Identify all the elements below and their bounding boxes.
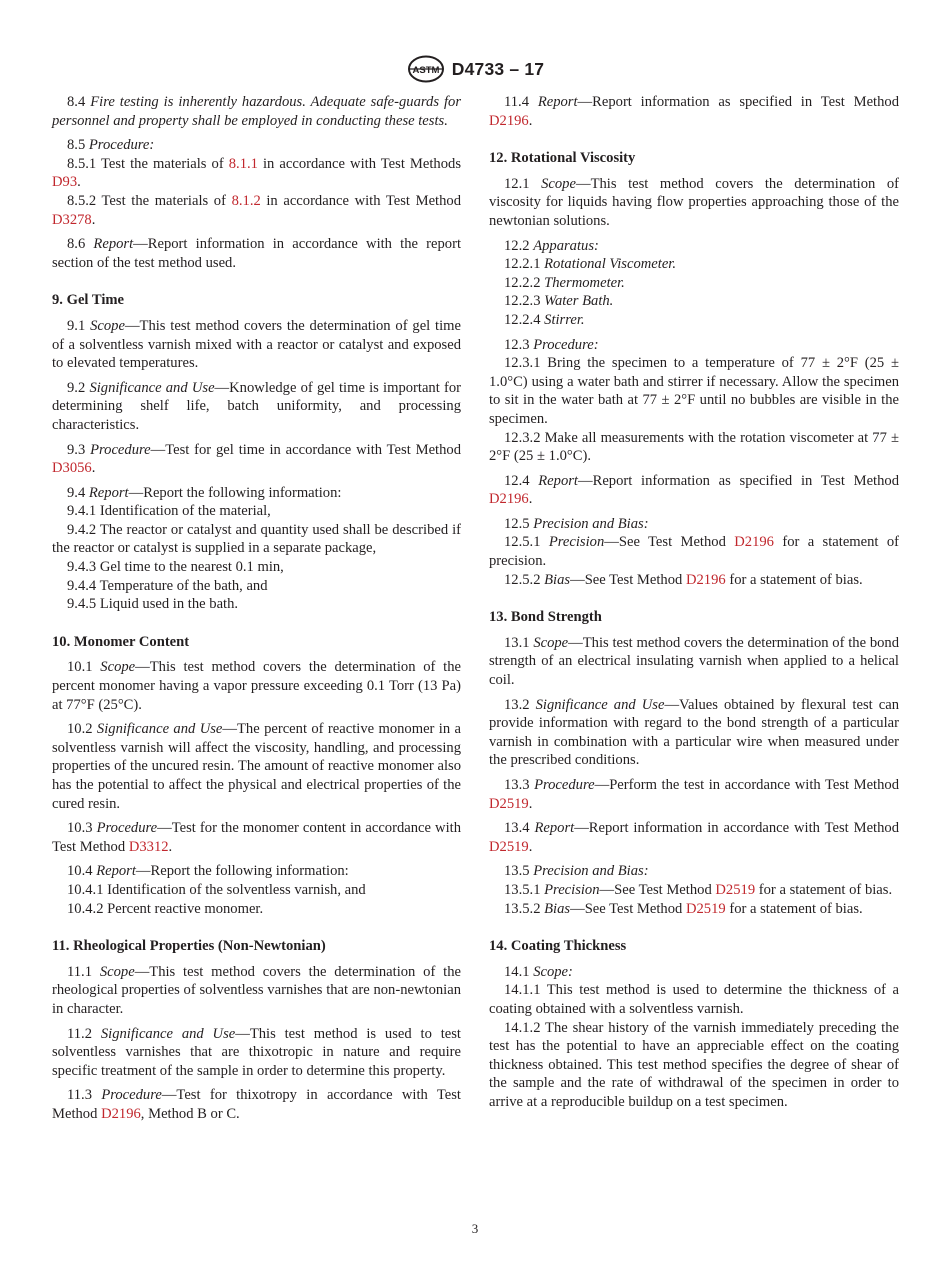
section-heading-10: 10. Monomer Content [52,633,190,650]
link-8-1-1[interactable]: 8.1.1 [228,155,258,172]
para-9-2: 9.2 Significance and Use—Knowledge of gel time is important for determining shelf life, batch uniformity, and processing characteristics. [52,379,461,433]
para-8-5: 8.5 Procedure: [67,137,155,154]
para-12-2: 12.2 Apparatus: [504,237,599,254]
section-heading-14: 14. Coating Thickness [489,938,627,955]
para-9-4-4: 9.4.4 Temperature of the bath, and [67,577,268,594]
para-14-1-2: 14.1.2 The shear history of the varnish immediately preceding the test has the potential to have an appreciable effect on the coating thickness obtained. This test method specifies the degree of shear of the sample and the rate of withdrawal of the specimen in order to arrive at a reproducible buildup on a test specimen. [489,1019,899,1110]
para-9-4-5: 9.4.5 Liquid used in the bath. [67,596,239,613]
para-11-1: 11.1 Scope—This test method covers the determination of the rheological properties of solventless varnishes that are non-newtonian in character. [52,963,461,1017]
para-13-5-1: 13.5.1 Precision—See Test Method D2519 for a statement of bias. [504,881,893,898]
para-12-2-2: 12.2.2 Thermometer. [504,274,625,291]
para-12-2-3: 12.2.3 Water Bath. [504,293,614,310]
para-9-4-3: 9.4.3 Gel time to the nearest 0.1 min, [67,559,284,576]
para-14-1-1: 14.1.1 This test method is used to determine the thickness of a coating obtained with a solventless varnish. [489,982,899,1017]
para-11-4: 11.4 Report—Report information as specified in Test Method D2196. [489,94,899,129]
link-d2519[interactable]: D2519 [685,900,726,917]
left-column [52,93,461,1124]
link-d2196[interactable]: D2196 [489,491,529,508]
para-13-3: 13.3 Procedure—Perform the test in accordance with Test Method D2519. [489,777,900,812]
section-heading-9: 9. Gel Time [52,292,125,309]
para-9-1: 9.1 Scope—This test method covers the determination of gel time of a solventless varnish mixed with a reactor or catalyst and exposed to elevated temperatures. [52,317,461,372]
para-12-1: 12.1 Scope—This test method covers the determination of viscosity for liquids having flow properties approaching those of the newtonian solutions. [489,175,900,229]
section-heading-11: 11. Rheological Properties (Non-Newtonian) [52,938,326,955]
para-10-4-1: 10.4.1 Identification of the solventless varnish, and [67,881,366,898]
link-d93[interactable]: D93 [52,174,78,191]
page-number: 3 [471,1221,479,1236]
para-11-2: 11.2 Significance and Use—This test method is used to test solventless varnishes that are thixotropic in nature and require specific treatment of the sample in order to determine this property. [52,1025,461,1079]
para-10-2: 10.2 Significance and Use—The percent of reactive monomer in a solventless varnish will affect the viscosity, handling, and processing properties of the uncured resin. The amount of reactive monomer also has the potential to affect the physical and electrical properties of the cured resin. [52,721,461,812]
astm-logo-icon [406,55,446,83]
para-12-4: 12.4 Report—Report information as specified in Test Method D2196. [489,472,899,508]
para-9-4-2: 9.4.2 The reactor or catalyst and quantity used shall be described if the reactor or catalyst is supplied in a separate package, [52,521,461,557]
para-14-1: 14.1 Scope: [504,963,573,980]
para-11-3: 11.3 Procedure—Test for thixotropy in accordance with Test Method D2196, Method B or C. [52,1087,461,1122]
para-12-3: 12.3 Procedure: [504,336,599,353]
para-8-6: 8.6 Report—Report information in accordance with the report section of the test method used. [52,236,461,271]
link-d2196[interactable]: D2196 [685,571,726,588]
link-d3312[interactable]: D3312 [128,838,169,855]
para-9-4-1: 9.4.1 Identification of the material, [67,503,271,520]
para-12-3-1: 12.3.1 Bring the specimen to a temperature of 77 ± 2°F (25 ± 1.0°C) using a water bath and stirrer if necessary. Allow the specimen to sit in the water bath at 77 ± 2°F until no bubbles are visible in the specimen. [489,355,899,427]
para-12-5-2: 12.5.2 Bias—See Test Method D2196 for a statement of bias. [504,571,863,588]
para-10-1: 10.1 Scope—This test method covers the determination of the percent monomer having a vapor pressure exceeding 0.1 Torr (13 Pa) at 77°F (25°C). [52,659,461,713]
para-12-3-2: 12.3.2 Make all measurements with the rotation viscometer at 77 ± 2°F (25 ± 1.0°C). [489,429,899,465]
para-8-5-1: 8.5.1 Test the materials of 8.1.1 in accordance with Test Methods D93. [52,155,462,191]
para-12-5: 12.5 Precision and Bias: [504,515,649,532]
page-header [0,54,950,84]
link-d3056[interactable]: D3056 [52,460,92,477]
para-10-4-2: 10.4.2 Percent reactive monomer. [67,900,264,917]
para-12-2-1: 12.2.1 Rotational Viscometer. [504,256,677,273]
link-d3278[interactable]: D3278 [52,211,92,228]
para-13-5: 13.5 Precision and Bias: [504,863,649,880]
para-12-5-1: 12.5.1 Precision—See Test Method D2196 for a statement of precision. [489,534,900,570]
link-d2196[interactable]: D2196 [734,534,774,551]
para-13-1: 13.1 Scope—This test method covers the determination of the bond strength of an electrical insulating varnish when applied to a helical coil. [489,634,900,689]
section-heading-12: 12. Rotational Viscosity [489,150,636,167]
document-id: D4733 – 17 [451,58,545,79]
para-13-4: 13.4 Report—Report information in accordance with Test Method D2519. [489,820,899,855]
link-d2519[interactable]: D2519 [489,795,529,812]
para-10-4: 10.4 Report—Report the following information: [67,863,349,880]
link-d2519[interactable]: D2519 [489,838,529,855]
para-10-3: 10.3 Procedure—Test for the monomer content in accordance with Test Method D3312. [52,820,462,855]
para-8-4: 8.4 Fire testing is inherently hazardous. Adequate safe-guards for personnel and property shall be employed in conducting these tests. [52,94,462,129]
right-column [489,93,899,1112]
para-13-5-2: 13.5.2 Bias—See Test Method D2519 for a statement of bias. [504,900,863,917]
para-12-2-4: 12.2.4 Stirrer. [504,311,585,328]
link-d2196[interactable]: D2196 [101,1105,141,1122]
para-8-5-2: 8.5.2 Test the materials of 8.1.2 in accordance with Test Method D3278. [52,192,461,228]
link-d2196[interactable]: D2196 [489,112,529,129]
link-d2519[interactable]: D2519 [715,881,756,898]
section-heading-13: 13. Bond Strength [489,609,602,626]
para-13-2: 13.2 Significance and Use—Values obtained by flexural test can provide information with regard to the bond strength of a particular varnish in combination with a particular wire when measured under the prescribed conditions. [489,696,899,769]
astm-logo-text: ASTM [412,65,440,76]
para-9-3: 9.3 Procedure—Test for gel time in accordance with Test Method D3056. [52,441,462,477]
link-8-1-2[interactable]: 8.1.2 [231,192,261,209]
para-9-4: 9.4 Report—Report the following information: [67,484,342,501]
